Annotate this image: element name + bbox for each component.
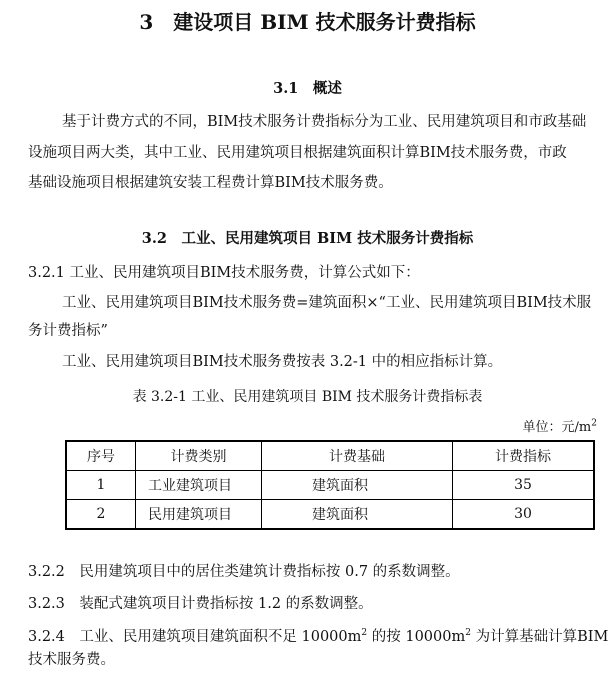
- note-3-2-4-line-2: 技术服务费。: [28, 652, 115, 668]
- section-3-1-line-2: 设施项目两大类，其中工业、民用建筑项目根据建筑面积计算BIM技术服务费，市政: [28, 145, 567, 161]
- note-3-2-2: 3.2.2 民用建筑项目中的居住类建筑计费指标按 0.7 的系数调整。: [28, 564, 460, 580]
- table-cell: 35: [453, 471, 595, 500]
- table-header-row: [66, 441, 594, 471]
- section-3-1-line-1: 基于计费方式的不同，BIM技术服务计费指标分为工业、民用建筑项目和市政基础: [62, 114, 587, 130]
- item-3-2-1: 3.2.1 工业、民用建筑项目BIM技术服务费，计算公式如下：: [28, 265, 420, 281]
- section-3-1-line-3: 基础设施项目根据建筑安装工程费计算BIM技术服务费。: [28, 175, 393, 191]
- table-cell: 建筑面积: [262, 471, 453, 500]
- table-cell: 1: [66, 471, 136, 500]
- note-3-2-3: 3.2.3 装配式建筑项目计费指标按 1.2 的系数调整。: [28, 596, 373, 612]
- fee-index-table: [65, 440, 595, 530]
- table-cell: 30: [453, 500, 595, 530]
- table-cell: 2: [66, 500, 136, 530]
- table-cell: 工业建筑项目: [136, 471, 262, 500]
- table-row: [66, 471, 594, 500]
- table-cell: 建筑面积: [262, 500, 453, 530]
- table-caption: 表 3.2-1 工业、民用建筑项目 BIM 技术服务计费指标表: [132, 389, 483, 405]
- section-3-2-title: 3.2 工业、民用建筑项目 BIM 技术服务计费指标: [141, 230, 474, 247]
- formula-line-2: 务计费指标”: [28, 323, 108, 339]
- formula-note: 工业、民用建筑项目BIM技术服务费按表 3.2-1 中的相应指标计算。: [62, 354, 503, 370]
- header-cell: 计费类别: [136, 441, 262, 471]
- table-cell: 民用建筑项目: [136, 500, 262, 530]
- table-unit: 单位：元$/m^2$: [522, 418, 597, 435]
- chapter-heading: 3 建设项目 BIM 技术服务计费指标: [139, 10, 476, 34]
- table-row: [66, 500, 594, 530]
- note-3-2-4: 3.2.4 工业、民用建筑项目建筑面积不足 $10000m^2$ 的按 $10000m^2$ 为计算基础计算BIM: [28, 628, 609, 645]
- header-cell: 序号: [66, 441, 136, 471]
- section-3-1-title: 3.1 概述: [273, 80, 342, 97]
- formula-line-1: 工业、民用建筑项目BIM技术服务费=建筑面积×“工业、民用建筑项目BIM技术服: [62, 295, 592, 311]
- header-cell: 计费基础: [262, 441, 453, 471]
- header-cell: 计费指标: [453, 441, 595, 471]
